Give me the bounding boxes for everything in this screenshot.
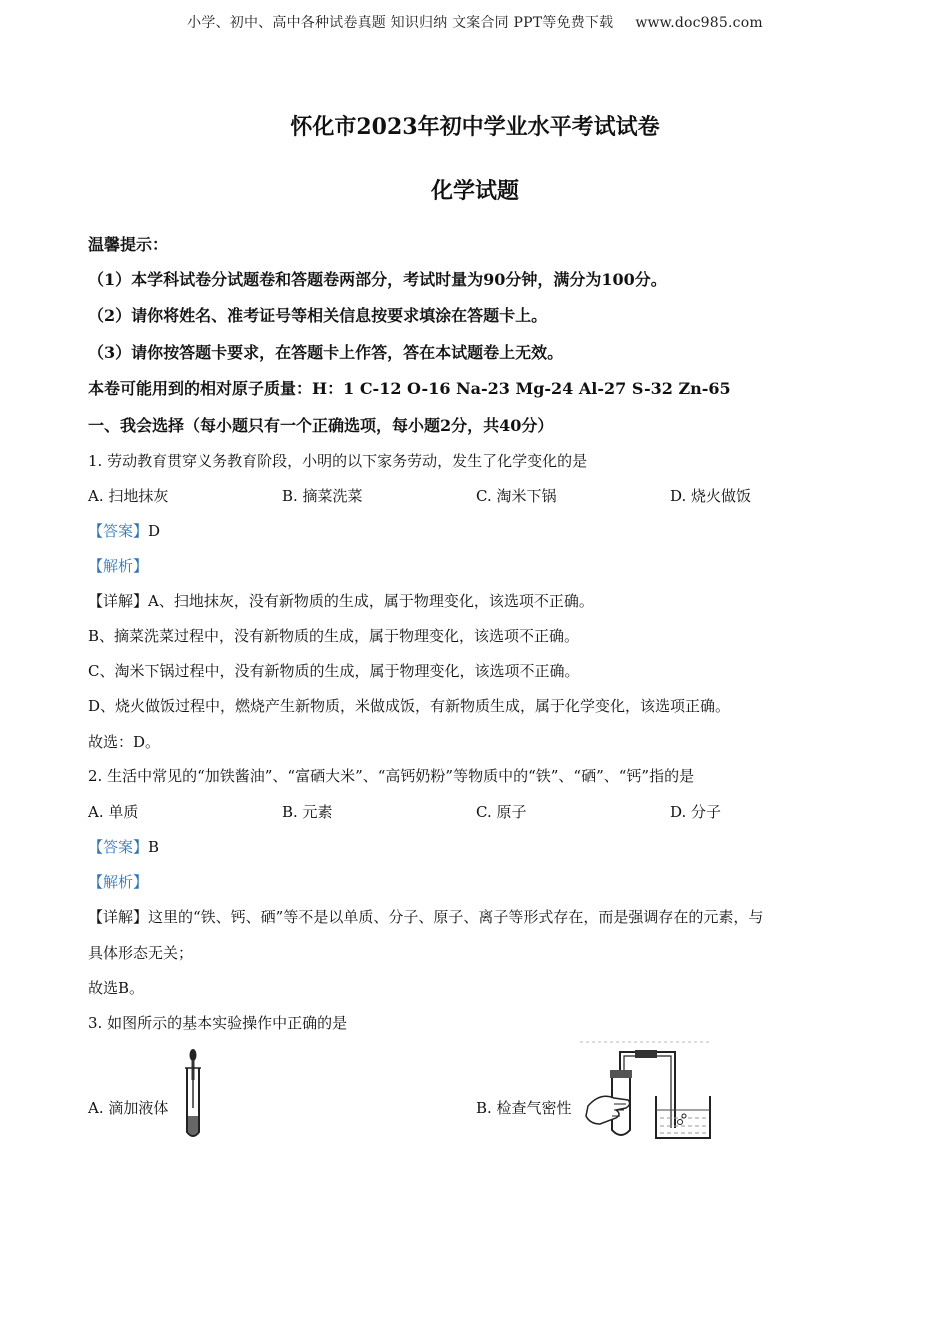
q1-option-d: D. 烧火做饭 <box>670 487 752 505</box>
tip-item-1: （1）本学科试卷分试题卷和答题卷两部分，考试时量为90分钟，满分为100分。 <box>88 270 667 289</box>
q1-detail-line-4: D、烧火做饭过程中，燃烧产生新物质，米做成饭，有新物质生成，属于化学变化，该选项正确。 <box>88 697 731 715</box>
q2-answer-value: B <box>148 838 160 856</box>
q3-stem: 3. 如图所示的基本实验操作中正确的是 <box>88 1014 348 1032</box>
q2-stem: 2. 生活中常见的“加铁酱油”、“富硒大米”、“高钙奶粉”等物质中的“铁”、“硒”、“钙”指的是 <box>88 767 695 785</box>
q2-detail-tag: 【详解】 <box>88 908 149 926</box>
q2-option-c: C. 原子 <box>476 803 527 821</box>
q1-analysis-tag: 【解析】 <box>88 557 149 575</box>
q3-option-b: B. 检查气密性 <box>476 1099 572 1117</box>
q1-detail-tag: 【详解】 <box>88 592 149 610</box>
q2-detail-line-2: 具体形态无关； <box>88 944 194 962</box>
q2-analysis-tag: 【解析】 <box>88 873 149 891</box>
q1-detail-line-3: C、淘米下锅过程中，没有新物质的生成，属于物理变化，该选项不正确。 <box>88 662 580 680</box>
exam-subtitle: 化学试题 <box>430 178 519 204</box>
q1-detail-line-1 <box>88 590 594 611</box>
q1-answer-value: D <box>148 522 161 540</box>
tip-item-2: （2）请你将姓名、准考证号等相关信息按要求填涂在答题卡上。 <box>88 306 548 325</box>
q2-conclusion: 故选B。 <box>88 979 145 997</box>
q1-option-c: C. 淘米下锅 <box>476 487 557 505</box>
q2-answer <box>88 836 159 857</box>
page-header <box>0 12 950 32</box>
q1-detail-text-1: A、扫地抹灰，没有新物质的生成，属于物理变化，该选项不正确。 <box>148 592 594 610</box>
q1-option-b: B. 摘菜洗菜 <box>282 487 363 505</box>
q2-option-a: A. 单质 <box>88 803 139 821</box>
q1-answer-tag: 【答案】 <box>88 522 149 540</box>
q2-option-d: D. 分子 <box>670 803 722 821</box>
q2-answer-tag: 【答案】 <box>88 838 149 856</box>
exam-title: 怀化市2023年初中学业水平考试试卷 <box>290 114 660 140</box>
q3-option-a: A. 滴加液体 <box>88 1099 169 1117</box>
q2-detail-line-1 <box>88 906 763 927</box>
q2-detail-text-1: 这里的“铁、钙、硒”等不是以单质、分子、原子、离子等形式存在，而是强调存在的元素，与 <box>148 908 764 926</box>
tip-item-3: （3）请你按答题卡要求，在答题卡上作答，答在本试题卷上无效。 <box>88 343 564 362</box>
atomic-masses: 本卷可能用到的相对原子质量：H：1 C-12 O-16 Na-23 Mg-24 Al-27 S-32 Zn-65 <box>88 379 731 398</box>
section-title: 一、我会选择（每小题只有一个正确选项，每小题2分，共40分） <box>88 416 554 435</box>
q1-answer <box>88 520 160 541</box>
header-text: 小学、初中、高中各种试卷真题 知识归纳 文案合同 PPT等免费下载 <box>187 15 614 31</box>
tips-heading: 温馨提示： <box>88 235 169 254</box>
q1-stem: 1. 劳动教育贯穿义务教育阶段，小明的以下家务劳动，发生了化学变化的是 <box>88 452 588 470</box>
q1-conclusion: 故选：D。 <box>88 733 161 751</box>
airtightness-check-figure <box>580 1040 715 1142</box>
q1-option-a: A. 扫地抹灰 <box>88 487 169 505</box>
q2-option-b: B. 元素 <box>282 803 333 821</box>
header-url[interactable]: www.doc985.com <box>635 15 763 31</box>
dropper-test-tube-figure <box>178 1046 208 1142</box>
q1-detail-line-2: B、摘菜洗菜过程中，没有新物质的生成，属于物理变化，该选项不正确。 <box>88 627 580 645</box>
